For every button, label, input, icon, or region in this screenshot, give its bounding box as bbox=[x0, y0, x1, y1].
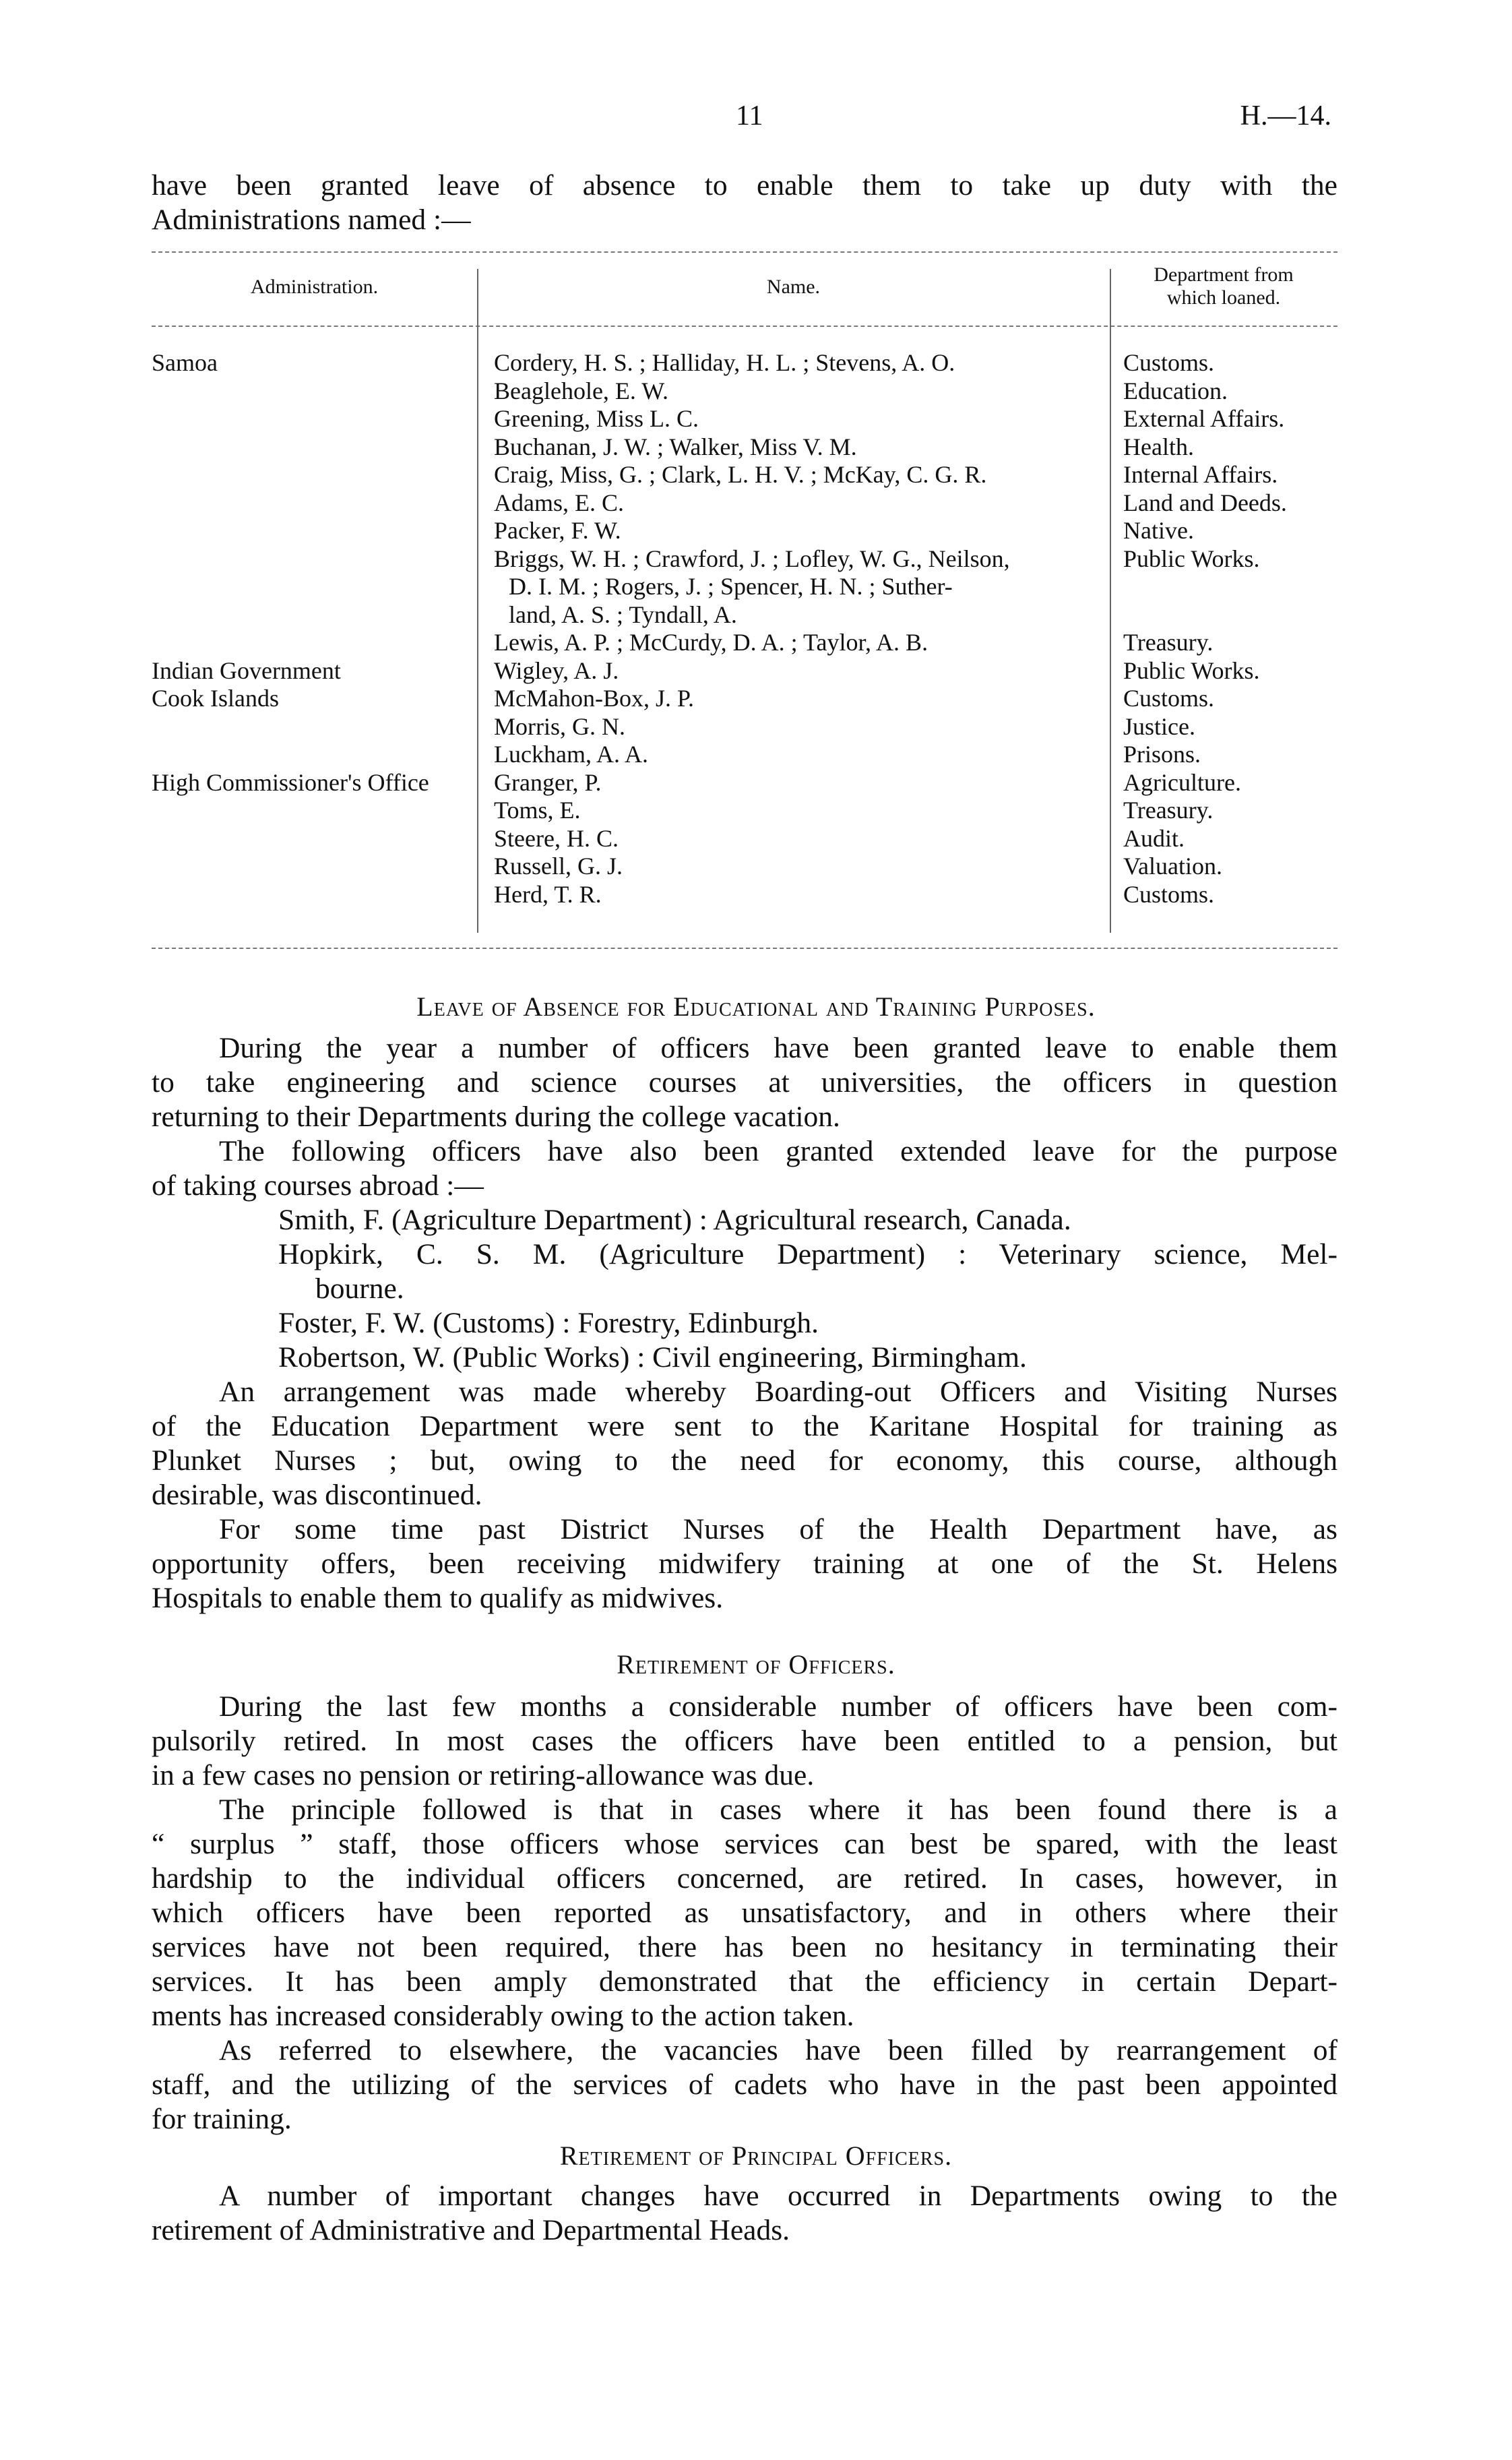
column-divider bbox=[1110, 269, 1111, 933]
para-line: During the year a number of officers have been granted leave to enable them bbox=[219, 1032, 1337, 1064]
leave-paragraph-3 bbox=[152, 1375, 1337, 1512]
header-department-line: Department from bbox=[1154, 264, 1294, 286]
para-line: The following officers have also been granted extended leave for the purpose bbox=[219, 1135, 1337, 1167]
leave-paragraph-1 bbox=[152, 1031, 1337, 1134]
cell-name: Granger, P. bbox=[494, 768, 602, 796]
section-heading-retirement: Retirement of Officers. bbox=[617, 1649, 895, 1680]
para-line: of the Education Department were sent to the Karitane Hospital for training as bbox=[152, 1410, 1337, 1442]
para-line: desirable, was discontinued. bbox=[152, 1479, 482, 1511]
para-line: of taking courses abroad :— bbox=[152, 1169, 484, 1202]
leave-paragraph-4 bbox=[152, 1512, 1337, 1616]
cell-name: Packer, F. W. bbox=[494, 517, 621, 544]
para-line: to take engineering and science courses at universities, the officers in question bbox=[152, 1066, 1337, 1099]
cell-name: Wigley, A. J. bbox=[494, 656, 619, 684]
header-name: Name. bbox=[766, 276, 821, 298]
cell-name: Luckham, A. A. bbox=[494, 741, 648, 768]
cell-administration: Samoa bbox=[152, 349, 218, 376]
cell-department: Customs. bbox=[1123, 685, 1215, 712]
retirement-paragraph-3 bbox=[152, 2033, 1337, 2136]
cell-administration: Indian Government bbox=[152, 656, 341, 684]
para-line: services have not been required, there has been no hesitancy in terminating their bbox=[152, 1931, 1337, 1963]
header-department-line: which loaned. bbox=[1166, 286, 1281, 309]
header-administration: Administration. bbox=[250, 276, 379, 298]
cell-department: Customs. bbox=[1123, 880, 1215, 908]
para-line: For some time past District Nurses of the Health Department have, as bbox=[219, 1513, 1337, 1545]
section-heading-principal: Retirement of Principal Officers. bbox=[559, 2141, 953, 2171]
cell-name: Greening, Miss L. C. bbox=[494, 405, 699, 432]
para-line: Hospitals to enable them to qualify as midwives. bbox=[152, 1582, 724, 1614]
cell-name: Adams, E. C. bbox=[494, 489, 624, 516]
cell-department: Valuation. bbox=[1123, 853, 1222, 880]
principal-paragraph-1 bbox=[152, 2179, 1337, 2248]
retirement-paragraph-1 bbox=[152, 1690, 1337, 1793]
cell-department: Native. bbox=[1123, 517, 1194, 544]
cell-department: Public Works. bbox=[1123, 545, 1260, 572]
cell-name: Buchanan, J. W. ; Walker, Miss V. M. bbox=[494, 433, 857, 460]
intro-line: have been granted leave of absence to enable them to take up duty with the bbox=[152, 169, 1337, 202]
section-heading-leave: Leave of Absence for Educational and Training Purposes. bbox=[416, 991, 1096, 1022]
cell-name: Briggs, W. H. ; Crawford, J. ; Lofley, W. G., Neilson, bbox=[494, 545, 1010, 572]
cell-name: Russell, G. J. bbox=[494, 853, 623, 880]
para-line: staff, and the utilizing of the services of cadets who have in the past been appointed bbox=[152, 2068, 1337, 2101]
table-top-rule bbox=[152, 251, 1337, 253]
cell-department: Treasury. bbox=[1123, 629, 1214, 656]
cell-name: Herd, T. R. bbox=[494, 880, 602, 908]
para-line: opportunity offers, been receiving midwifery training at one of the St. Helens bbox=[152, 1547, 1337, 1580]
course-item: Smith, F. (Agriculture Department) : Agricultural research, Canada. bbox=[278, 1204, 1071, 1236]
leave-paragraph-2 bbox=[152, 1134, 1337, 1203]
cell-department: Justice. bbox=[1123, 712, 1195, 740]
para-line: As referred to elsewhere, the vacancies have been filled by rearrangement of bbox=[219, 2034, 1337, 2066]
cell-name: Steere, H. C. bbox=[494, 824, 619, 852]
course-line: bourne. bbox=[315, 1272, 404, 1305]
document-reference: H.—14. bbox=[1240, 100, 1331, 131]
cell-department: Public Works. bbox=[1123, 656, 1260, 684]
para-line: services. It has been amply demonstrated that the efficiency in certain Depart- bbox=[152, 1965, 1337, 1998]
para-line: A number of important changes have occurred in Departments owing to the bbox=[219, 2180, 1337, 2212]
para-line: Plunket Nurses ; but, owing to the need for economy, this course, although bbox=[152, 1444, 1337, 1477]
cell-department: Internal Affairs. bbox=[1123, 461, 1278, 488]
para-line: in a few cases no pension or retiring-allowance was due. bbox=[152, 1759, 815, 1791]
cell-name: Morris, G. N. bbox=[494, 712, 625, 740]
cell-name: land, A. S. ; Tyndall, A. bbox=[509, 601, 737, 628]
retirement-paragraph-2 bbox=[152, 1793, 1337, 2033]
cell-department: Treasury. bbox=[1123, 797, 1214, 824]
course-item: Robertson, W. (Public Works) : Civil engineering, Birmingham. bbox=[278, 1341, 1027, 1374]
cell-name: McMahon-Box, J. P. bbox=[494, 685, 695, 712]
cell-department: Agriculture. bbox=[1123, 768, 1241, 796]
para-line: The principle followed is that in cases where it has been found there is a bbox=[219, 1793, 1337, 1826]
column-divider bbox=[477, 269, 478, 933]
cell-administration: High Commissioner's Office bbox=[152, 768, 429, 796]
course-line: Hopkirk, C. S. M. (Agriculture Department) : Veterinary science, Mel- bbox=[278, 1238, 1337, 1270]
para-line: An arrangement was made whereby Boarding-out Officers and Visiting Nurses bbox=[219, 1376, 1337, 1408]
para-line: for training. bbox=[152, 2103, 292, 2135]
cell-name: Toms, E. bbox=[494, 797, 581, 824]
cell-department: Prisons. bbox=[1123, 741, 1201, 768]
cell-administration: Cook Islands bbox=[152, 685, 279, 712]
cell-name: Beaglehole, E. W. bbox=[494, 377, 668, 404]
cell-name: D. I. M. ; Rogers, J. ; Spencer, H. N. ; Suther- bbox=[509, 573, 953, 600]
cell-department: Health. bbox=[1123, 433, 1194, 460]
cell-department: Customs. bbox=[1123, 349, 1215, 376]
para-line: “ surplus ” staff, those officers whose services can best be spared, with the least bbox=[152, 1828, 1337, 1860]
cell-name: Cordery, H. S. ; Halliday, H. L. ; Stevens, A. O. bbox=[494, 349, 955, 376]
page-number: 11 bbox=[736, 100, 763, 131]
para-line: which officers have been reported as unsatisfactory, and in others where their bbox=[152, 1897, 1337, 1929]
cell-department: Education. bbox=[1123, 377, 1228, 404]
para-line: During the last few months a considerable number of officers have been com- bbox=[219, 1690, 1337, 1723]
cell-department: External Affairs. bbox=[1123, 405, 1285, 432]
table-bottom-rule bbox=[152, 948, 1337, 949]
cell-name: Craig, Miss, G. ; Clark, L. H. V. ; McKay, C. G. R. bbox=[494, 461, 987, 488]
para-line: ments has increased considerably owing to the action taken. bbox=[152, 2000, 854, 2032]
table-header-rule bbox=[152, 326, 1337, 327]
para-line: pulsorily retired. In most cases the officers have been entitled to a pension, but bbox=[152, 1725, 1337, 1757]
course-item bbox=[278, 1237, 1337, 1306]
para-line: returning to their Departments during the college vacation. bbox=[152, 1101, 840, 1133]
cell-department: Audit. bbox=[1123, 824, 1185, 852]
intro-line: Administrations named :— bbox=[152, 204, 471, 236]
course-item: Foster, F. W. (Customs) : Forestry, Edinburgh. bbox=[278, 1307, 819, 1339]
cell-name: Lewis, A. P. ; McCurdy, D. A. ; Taylor, A. B. bbox=[494, 629, 928, 656]
para-line: retirement of Administrative and Departmental Heads. bbox=[152, 2214, 790, 2246]
intro-paragraph bbox=[152, 168, 1337, 237]
cell-department: Land and Deeds. bbox=[1123, 489, 1287, 516]
header-department bbox=[1110, 264, 1337, 309]
para-line: hardship to the individual officers concerned, are retired. In cases, however, in bbox=[152, 1862, 1337, 1895]
